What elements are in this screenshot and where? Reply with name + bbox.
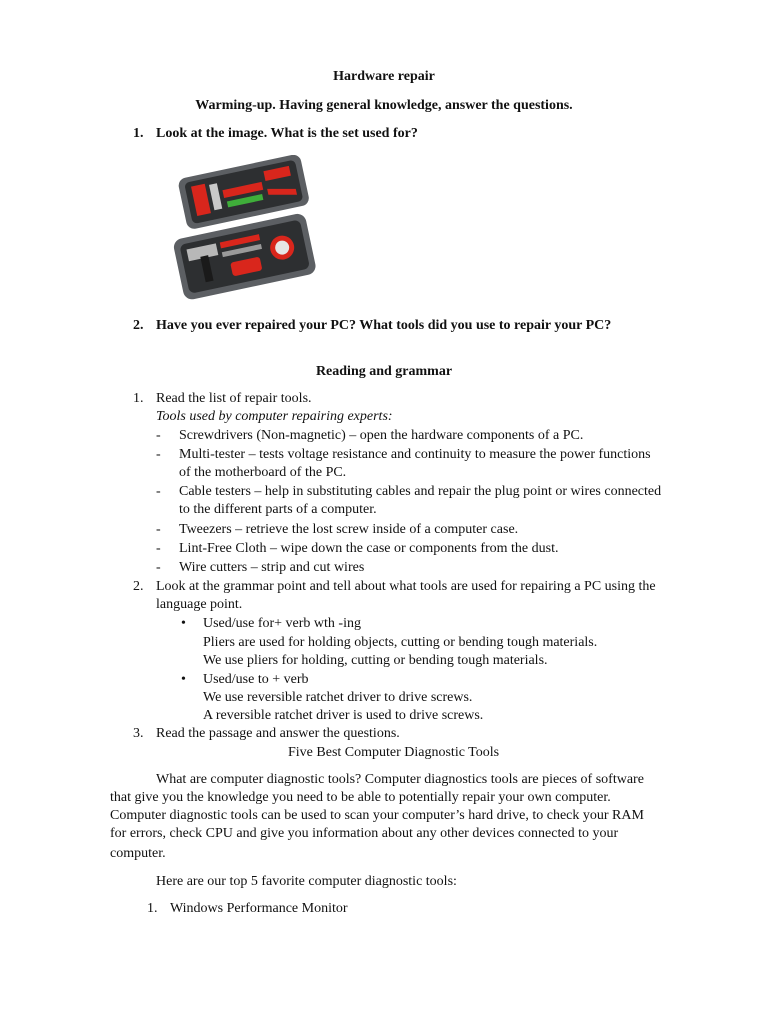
tool-line: Screwdrivers (Non-magnetic) – open the hardware components of a PC. <box>179 428 584 443</box>
q1-text: Look at the image. What is the set used for? <box>156 126 418 141</box>
grammar-point: Used/use to + verb <box>203 672 309 687</box>
passage-line: Computer diagnostic tools can be used to scan your computer’s hard drive, to check your RAM <box>110 808 644 823</box>
tool-line: Lint-Free Cloth – wipe down the case or components from the dust. <box>179 541 559 556</box>
passage-line: What are computer diagnostic tools? Computer diagnostics tools are pieces of software <box>156 772 644 787</box>
grammar-example: A reversible ratchet driver is used to drive screws. <box>203 708 484 723</box>
q2-text: Have you ever repaired your PC? What tools did you use to repair your PC? <box>156 318 612 333</box>
dash-bullet: - <box>156 541 161 556</box>
passage-title: Five Best Computer Diagnostic Tools <box>288 745 500 760</box>
tool-line: Wire cutters – strip and cut wires <box>179 560 365 575</box>
grammar-example: We use reversible ratchet driver to drive screws. <box>203 690 473 705</box>
q2-number: 2. <box>133 318 144 333</box>
bullet: • <box>181 672 186 687</box>
dash-bullet: - <box>156 522 161 537</box>
dash-bullet: - <box>156 484 161 499</box>
warmup-heading: Warming-up. Having general knowledge, answer the questions. <box>195 98 573 113</box>
item1-text: Read the list of repair tools. <box>156 391 312 406</box>
item1-number: 1. <box>133 391 144 406</box>
grammar-example: Pliers are used for holding objects, cutting or bending tough materials. <box>203 635 598 650</box>
toolkit-image <box>172 155 324 303</box>
item3-number: 3. <box>133 726 144 741</box>
item2-number: 2. <box>133 579 144 594</box>
grammar-example: We use pliers for holding, cutting or bending tough materials. <box>203 653 548 668</box>
tool-line: Tweezers – retrieve the lost screw inside of a computer case. <box>179 522 519 537</box>
tool-line: of the motherboard of the PC. <box>179 465 347 480</box>
item3-text: Read the passage and answer the questions. <box>156 726 400 741</box>
passage-line: that give you the knowledge you need to be able to potentially repair your own computer. <box>110 790 611 805</box>
tools-intro: Tools used by computer repairing experts: <box>156 409 393 424</box>
list-number: 1. <box>147 901 158 916</box>
tool-line: Multi-tester – tests voltage resistance and continuity to measure the power functions <box>179 447 651 462</box>
passage-line: Here are our top 5 favorite computer diagnostic tools: <box>156 874 457 889</box>
tool-line: Cable testers – help in substituting cables and repair the plug point or wires connected <box>179 484 662 499</box>
dash-bullet: - <box>156 560 161 575</box>
dash-bullet: - <box>156 447 161 462</box>
list-item: Windows Performance Monitor <box>170 901 348 916</box>
passage-line: for errors, check CPU and give you information about any other devices connected to your <box>110 826 619 841</box>
item2-text: language point. <box>156 597 243 612</box>
bullet: • <box>181 616 186 631</box>
reading-heading: Reading and grammar <box>315 364 453 379</box>
dash-bullet: - <box>156 428 161 443</box>
page-title: Hardware repair <box>333 69 435 84</box>
tool-line: to the different parts of a computer. <box>179 502 377 517</box>
grammar-point: Used/use for+ verb wth -ing <box>203 616 361 631</box>
passage-line: computer. <box>110 846 166 861</box>
item2-text: Look at the grammar point and tell about what tools are used for repairing a PC using the <box>156 579 656 594</box>
q1-number: 1. <box>133 126 144 141</box>
